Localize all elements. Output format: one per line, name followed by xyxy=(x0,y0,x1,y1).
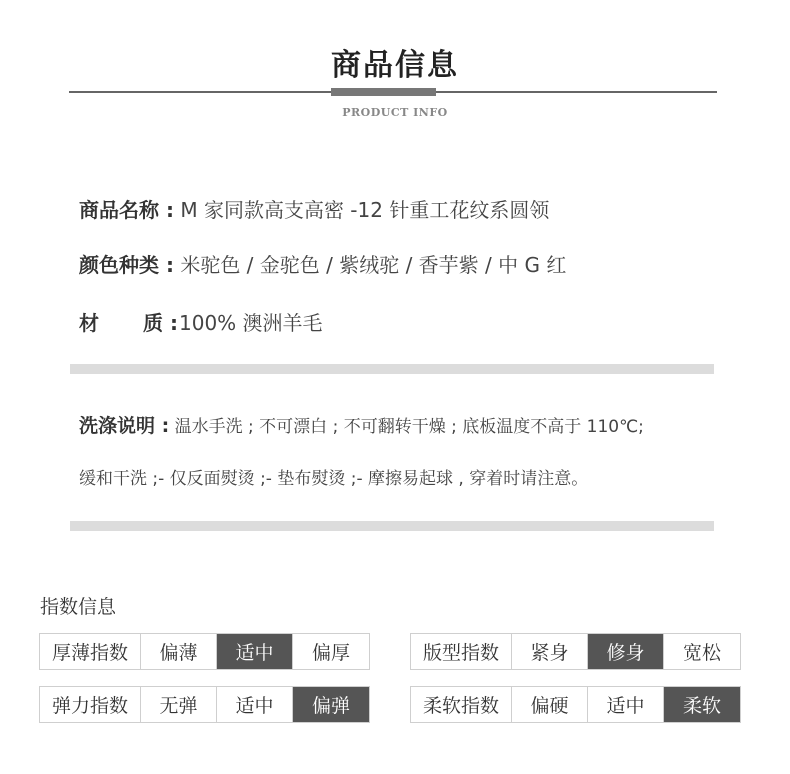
index-table-thickness xyxy=(39,633,370,670)
index-option: 偏厚 xyxy=(311,642,350,664)
index-option: 适中 xyxy=(588,687,664,722)
index-option: 适中 xyxy=(217,634,293,669)
index-option: 修身 xyxy=(588,634,664,669)
color-row xyxy=(79,249,566,278)
product-name-row xyxy=(79,194,549,223)
index-option: 偏硬 xyxy=(512,687,588,722)
index-option: 紧身 xyxy=(512,634,588,669)
material-label xyxy=(79,307,179,336)
washing-text-2: 缓和干洗 ;- 仅反面熨烫 ;- 垫布熨烫 ;- 摩擦易起球 , 穿着时请注意。 xyxy=(79,469,589,489)
product-name-label: 商品名称 : xyxy=(79,198,174,222)
section-divider-1 xyxy=(70,364,714,374)
index-option: 适中 xyxy=(217,687,293,722)
index-table-softness xyxy=(410,686,741,723)
material-value: 100% 澳洲羊毛 xyxy=(179,311,323,335)
index-option: 柔软 xyxy=(664,687,740,722)
index-label: 厚薄指数 xyxy=(40,634,141,669)
index-section-title: 指数信息 xyxy=(40,596,117,618)
index-table-fit xyxy=(410,633,741,670)
washing-text-1: 温水手洗 ; 不可漂白 ; 不可翻转干燥 ; 底板温度不高于 110℃; xyxy=(174,417,644,437)
index-option: 宽松 xyxy=(682,642,721,664)
index-label: 版型指数 xyxy=(411,634,512,669)
section-divider-2 xyxy=(70,521,714,531)
index-table-elasticity xyxy=(39,686,370,723)
material-label-part1: 材 xyxy=(79,311,99,335)
product-name-value: M 家同款高支高密 -12 针重工花纹系圆领 xyxy=(180,198,550,222)
index-option: 偏薄 xyxy=(141,634,217,669)
page-title: 商品信息 xyxy=(331,48,459,83)
page-subtitle: PRODUCT INFO xyxy=(342,106,448,119)
washing-line-2 xyxy=(79,464,588,489)
washing-line-1 xyxy=(79,411,644,438)
index-label: 弹力指数 xyxy=(40,687,141,722)
color-value: 米驼色 / 金驼色 / 紫绒驼 / 香芋紫 / 中 G 红 xyxy=(180,253,567,277)
color-label: 颜色种类 : xyxy=(79,253,174,277)
index-label: 柔软指数 xyxy=(411,687,512,722)
index-option: 无弹 xyxy=(141,687,217,722)
title-accent-bar xyxy=(331,88,436,96)
index-option: 偏弹 xyxy=(293,687,369,722)
material-row xyxy=(79,307,323,336)
washing-label: 洗涤说明 : xyxy=(79,415,170,437)
material-label-part2: 质 : xyxy=(143,311,178,335)
